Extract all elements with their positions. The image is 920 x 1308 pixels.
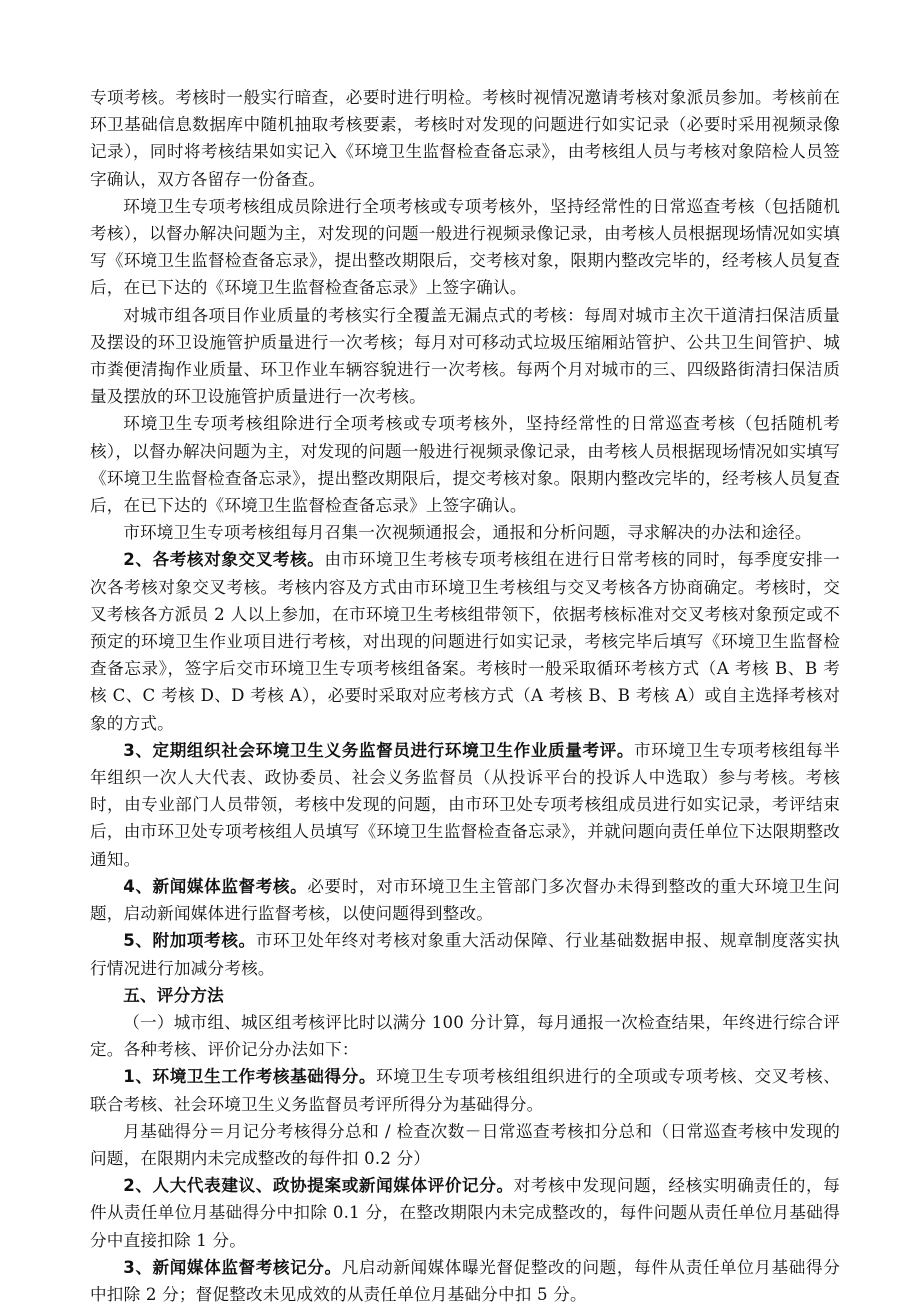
paragraph-text: 环境卫生专项考核组组织进行的全项或专项考核、交叉考核、联合考核、社会环境卫生义务监督员考评所得分为基础得分。 xyxy=(90,1067,840,1114)
paragraph-lead: 1、环境卫生工作考核基础得分。 xyxy=(123,1067,377,1087)
paragraph-text: 环境卫生专项考核组除进行全项考核或专项考核外，坚持经常性的日常巡查考核（包括随机考核），以督办解决问题为主，对发现的问题一般进行视频录像记录，由考核人员根据现场情况如实填写《环境卫生监督检查备忘录》，提出整改期限后，提交考核对象。限期内整改完毕的，经考核人员复查后，在已下达的《环境卫生监督检查备忘录》上签字确认。 xyxy=(90,414,840,516)
paragraph-text: 市环卫处年终对考核对象重大活动保障、行业基础数据申报、规章制度落实执行情况进行加减分考核。 xyxy=(90,931,840,978)
paragraph-text: 必要时，对市环境卫生主管部门多次督办未得到整改的重大环境卫生问题，启动新闻媒体进行监督考核，以使问题得到整改。 xyxy=(90,876,841,924)
paragraph-text: 对城市组各项目作业质量的考核实行全覆盖无漏点式的考核：每周对城市主次干道清扫保洁质量及摆设的环卫设施管护质量进行一次考核；每月对可移动式垃圾压缩厢站管护、公共卫生间管护、城市粪便清掏作业质量、环卫作业车辆容貌进行一次考核。每两个月对城市的三、四级路街清扫保洁质量及摆放的环卫设施管护质量进行一次考核。 xyxy=(90,305,840,407)
paragraph-14 xyxy=(90,1172,840,1254)
paragraph-3 xyxy=(90,302,840,411)
paragraph-text: 对考核中发现问题，经核实明确责任的，每件从责任单位月基础得分中扣除 0.1 分，在整改期限内未完成整改的，每件问题从责任单位月基础得分中直接扣除 1 分。 xyxy=(90,1176,840,1250)
paragraph-lead: 3、定期组织社会环境卫生义务监督员进行环境卫生作业质量考评。 xyxy=(123,740,635,760)
paragraph-text: 月基础得分＝月记分考核得分总和 / 检查次数－日常巡查考核扣分总和（日常巡查考核中发现的问题，在限期内未完成整改的每件扣 0.2 分） xyxy=(90,1121,840,1168)
paragraph-lead: 3、新闻媒体监督考核记分。 xyxy=(123,1257,342,1277)
paragraph-text: 由市环境卫生考核专项考核组在进行日常考核的同时，每季度安排一次各考核对象交叉考核。考核内容及方式由市环境卫生考核组与交叉考核各方协商确定。考核时，交叉考核各方派员 2 人以上参加，在市环境卫生考核组带领下，依据考核标准对交叉考核对象预定或不预定的环境卫生作业项目进行考核，对出现的问题进行如实记录，考核完毕后填写《环境卫生监督检查备忘录》，签字后交市环境卫生专项考核组备案。考核时一般采取循环考核方式（A 考核 B、B 考核 C、C 考核 D、D 考核 A），必要时采取对应考核方式（A 考核 B、B 考核 A）或自主选择考核对象的方式。 xyxy=(90,550,840,733)
paragraph-text: 专项考核。考核时一般实行暗查，必要时进行明检。考核时视情况邀请考核对象派员参加。考核前在环卫基础信息数据库中随机抽取考核要素，考核时对发现的问题进行如实记录（必要时采用视频录像记录），同时将考核结果如实记入《环境卫生监督检查备忘录》，由考核组人员与考核对象陪检人员签字确认，双方各留存一份备查。 xyxy=(90,88,840,189)
paragraph-text: 市环境卫生专项考核组每半年组织一次人大代表、政协委员、社会义务监督员（从投诉平台的投诉人中选取）参与考核。考核时，由专业部门人员带领，考核中发现的问题，由市环卫处专项考核组成员进行如实记录，考评结束后，由市环卫处专项考核组人员填写《环境卫生监督检查备忘录》，并就问题向责任单位下达限期整改通知。 xyxy=(90,740,841,869)
paragraph-5 xyxy=(90,519,840,546)
paragraph-1 xyxy=(90,84,840,193)
paragraph-13 xyxy=(90,1118,840,1172)
section-title: 五、评分方法 xyxy=(123,985,224,1005)
paragraph-text: 市环境卫生专项考核组每月召集一次视频通报会，通报和分析问题，寻求解决的办法和途径。 xyxy=(123,523,812,543)
paragraph-9 xyxy=(90,927,840,981)
paragraph-lead: 4、新闻媒体监督考核。 xyxy=(123,876,308,896)
paragraph-7 xyxy=(90,737,840,873)
paragraph-lead: 2、人大代表建议、政协提案或新闻媒体评价记分。 xyxy=(123,1176,514,1196)
paragraph-text: （一）城市组、城区组考核评比时以满分 100 分计算，每月通报一次检查结果，年终进行综合评定。各种考核、评价记分办法如下： xyxy=(90,1012,840,1060)
paragraph-6 xyxy=(90,546,840,736)
paragraph-8 xyxy=(90,873,840,927)
paragraph-text: 环境卫生专项考核组成员除进行全项考核或专项考核外，坚持经常性的日常巡查考核（包括随机考核），以督办解决问题为主，对发现的问题一般进行视频录像记录，由考核人员根据现场情况如实填写《环境卫生监督检查备忘录》，提出整改期限后，交考核对象，限期内整改完毕的，经考核人员复查后，在已下达的《环境卫生监督检查备忘录》上签字确认。 xyxy=(90,196,840,298)
paragraph-2 xyxy=(90,193,840,302)
paragraph-11 xyxy=(90,1009,840,1063)
document-body xyxy=(90,84,840,1308)
section-heading xyxy=(90,982,840,1009)
paragraph-15 xyxy=(90,1254,840,1308)
paragraph-12 xyxy=(90,1063,840,1117)
paragraph-lead: 2、各考核对象交叉考核。 xyxy=(123,550,325,570)
paragraph-lead: 5、附加项考核。 xyxy=(123,931,256,951)
paragraph-4 xyxy=(90,410,840,519)
paragraph-text: 凡启动新闻媒体曝光督促整改的问题，每件从责任单位月基础得分中扣除 2 分；督促整改未见成效的从责任单位月基础分中扣 5 分。 xyxy=(90,1257,840,1304)
